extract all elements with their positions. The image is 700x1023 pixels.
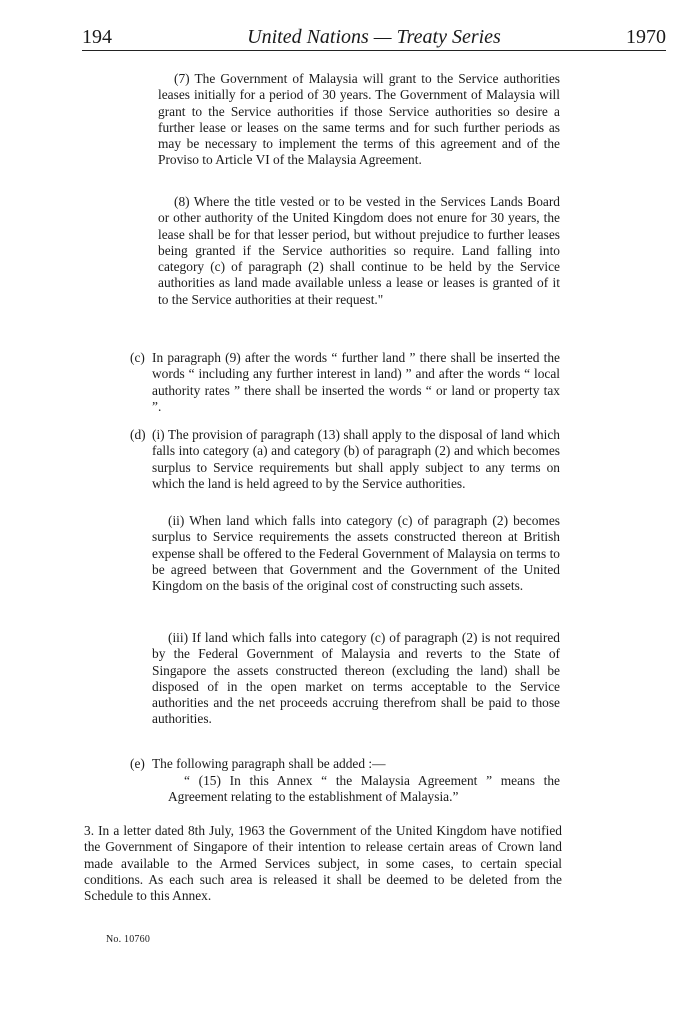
- volume-year: 1970: [626, 26, 666, 48]
- subparagraph-c: [130, 350, 560, 415]
- subparagraph-e: [130, 756, 560, 772]
- page-number: 194: [82, 26, 112, 48]
- subparagraph-d-iii: (iii) If land which falls into category (c) of paragraph (2) is not required by the Federal Government of Malaysia and reverts to the State of Singapore the assets constructed thereon (excluding the land) shall be disposed of in the open market on terms acceptable to the Service authorities and the net proceeds accruing therefrom shall be paid to those authorities.: [152, 630, 560, 727]
- subparagraph-d: [130, 427, 560, 492]
- subparagraph-e-label: (e): [130, 756, 145, 771]
- subparagraph-d-label: (d): [130, 427, 146, 442]
- paragraph-7: (7) The Government of Malaysia will grant to the Service authorities leases initially for a period of 30 years. The Government of Malaysia will grant to the Service authorities if those Service authorities so desire a further lease or leases on the same terms and for such further periods as may be necessary to implement the terms of this agreement and of the Proviso to Article VI of the Malaysia Agreement.: [158, 71, 560, 168]
- paragraph-8: (8) Where the title vested or to be vested in the Services Lands Board or other authority of the United Kingdom does not enure for 30 years, the lease shall be for that lesser period, but without prejudice to further leases being granted if the Service authorities so require. Land falling into category (c) of paragraph (2) shall continue to be held by the Service authorities as land made available unless a lease or leases is granted of it to the Service authorities at their request.": [158, 194, 560, 307]
- paragraph-3: 3. In a letter dated 8th July, 1963 the Government of the United Kingdom have notified the Government of Singapore of their intention to release certain areas of Crown land made available to the Armed Services subject, in some cases, to certain special conditions. As each such area is released it shall be deemed to be deleted from the Schedule to this Annex.: [84, 823, 562, 904]
- document-number: No. 10760: [106, 934, 151, 945]
- paragraph-15: “ (15) In this Annex “ the Malaysia Agreement ” means the Agreement relating to the establishment of Malaysia.”: [168, 773, 560, 805]
- subparagraph-c-label: (c): [130, 350, 145, 365]
- subparagraph-d-ii: (ii) When land which falls into category (c) of paragraph (2) becomes surplus to Service requirements the assets constructed thereon at British expense shall be offered to the Federal Government of Malaysia on terms to be agreed between that Government and the Government of the United Kingdom on the basis of the original cost of constructing such assets.: [152, 513, 560, 594]
- subparagraph-e-text: The following paragraph shall be added :—: [152, 756, 386, 771]
- running-header: [82, 24, 666, 51]
- subparagraph-c-text: In paragraph (9) after the words “ further land ” there shall be inserted the words “ including any further interest in land) ” and after the words “ local authority rates ” there shall be inserted the words “ or land or property tax ”.: [152, 350, 560, 414]
- series-title: United Nations — Treaty Series: [247, 26, 501, 48]
- subparagraph-d-i: (i) The provision of paragraph (13) shall apply to the disposal of land which falls into category (a) and category (b) of paragraph (2) and which becomes surplus to Service requirements but shall apply subject to any terms on which the land is held agreed to by the Service authorities.: [152, 427, 560, 491]
